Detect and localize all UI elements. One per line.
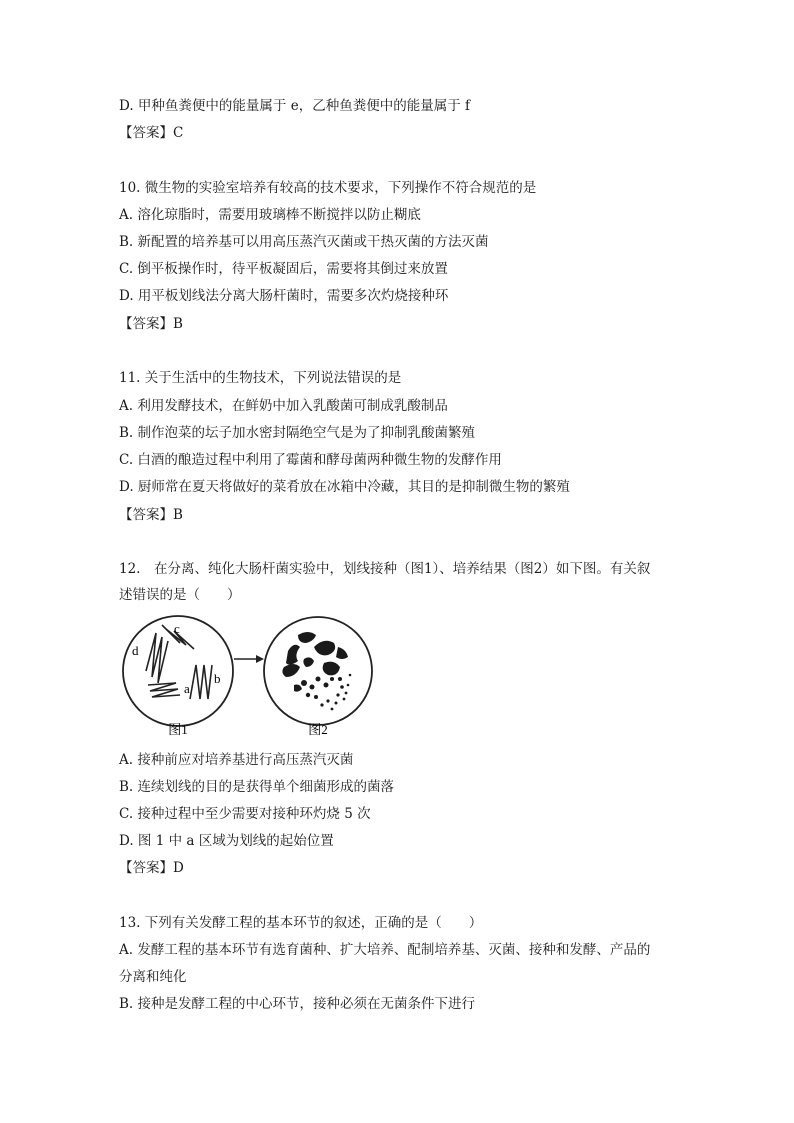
q11-answer: 【答案】B xyxy=(119,507,183,523)
q9-option-d: D. 甲种鱼粪便中的能量属于 e，乙种鱼粪便中的能量属于 f xyxy=(119,98,470,114)
q13-option-a-line1: A. 发酵工程的基本环节有选育菌种、扩大培养、配制培养基、灭菌、接种和发酵、产品的 xyxy=(119,942,651,958)
streak-lines xyxy=(146,625,212,699)
q10-option-b: B. 新配置的培养基可以用高压蒸汽灭菌或干热灭菌的方法灭菌 xyxy=(119,234,489,250)
q12-stem-line2: 述错误的是（ ） xyxy=(119,587,241,603)
q12-option-d: D. 图 1 中 a 区域为划线的起始位置 xyxy=(119,833,334,849)
q11-stem: 11. 关于生活中的生物技术，下列说法错误的是 xyxy=(119,370,402,386)
q11-option-c: C. 白酒的酿造过程中利用了霉菌和酵母菌两种微生物的发酵作用 xyxy=(119,452,502,468)
q10-option-a: A. 溶化琼脂时，需要用玻璃棒不断搅拌以防止糊底 xyxy=(119,207,421,223)
q12-option-b: B. 连续划线的目的是获得单个细菌形成的菌落 xyxy=(119,779,395,795)
q10-stem: 10. 微生物的实验室培养有较高的技术要求，下列操作不符合规范的是 xyxy=(119,180,537,196)
q13-stem: 13. 下列有关发酵工程的基本环节的叙述，正确的是（ ） xyxy=(119,915,483,931)
streak-plate-figure xyxy=(118,613,378,739)
zone-b-label: b xyxy=(214,671,221,686)
figure-1-label: 图1 xyxy=(168,722,188,737)
q10-answer: 【答案】B xyxy=(119,316,183,332)
q12-option-a: A. 接种前应对培养基进行高压蒸汽灭菌 xyxy=(119,752,354,768)
q11-option-b: B. 制作泡菜的坛子加水密封隔绝空气是为了抑制乳酸菌繁殖 xyxy=(119,425,476,441)
q11-option-d: D. 厨师常在夏天将做好的菜肴放在冰箱中冷藏，其目的是抑制微生物的繁殖 xyxy=(119,479,570,495)
colony-growth xyxy=(282,632,351,710)
q13-option-b: B. 接种是发酵工程的中心环节，接种必须在无菌条件下进行 xyxy=(119,996,476,1012)
figure-2-label: 图2 xyxy=(308,722,328,737)
q12-option-c: C. 接种过程中至少需要对接种环灼烧 5 次 xyxy=(119,806,371,822)
zone-c-label: c xyxy=(174,621,180,636)
q10-option-d: D. 用平板划线法分离大肠杆菌时，需要多次灼烧接种环 xyxy=(119,288,449,304)
q12-answer: 【答案】D xyxy=(119,860,184,876)
zone-a-label: a xyxy=(184,681,190,696)
q12-stem-line1: 12. 在分离、纯化大肠杆菌实验中，划线接种（图1）、培养结果（图2）如下图。有关叙 xyxy=(119,561,651,577)
q10-option-c: C. 倒平板操作时，待平板凝固后，需要将其倒过来放置 xyxy=(119,261,448,277)
arrow-head-icon xyxy=(256,655,264,663)
plate-2 xyxy=(264,617,372,725)
q11-option-a: A. 利用发酵技术，在鲜奶中加入乳酸菌可制成乳酸制品 xyxy=(119,398,448,414)
q9-answer: 【答案】C xyxy=(119,125,184,141)
zone-d-label: d xyxy=(132,643,139,658)
q13-option-a-line2: 分离和纯化 xyxy=(119,969,187,985)
